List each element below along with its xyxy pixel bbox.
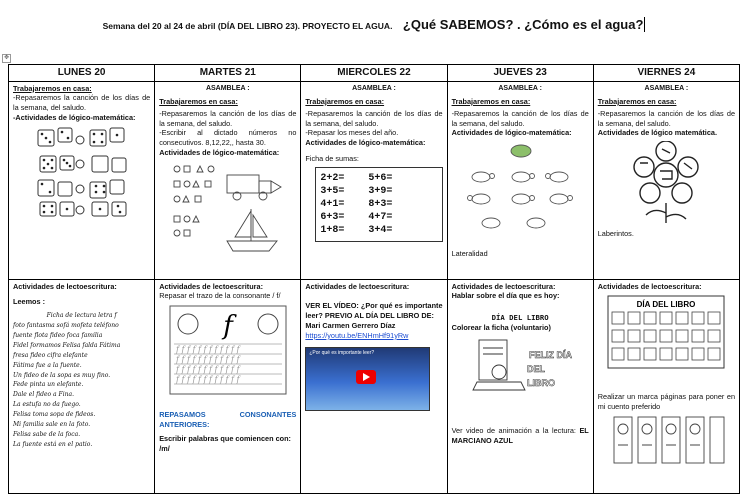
sums-worksheet [315, 167, 443, 242]
day-header-wednesday: MIERCOLES 22 [301, 65, 447, 82]
flower-maze-worksheet [624, 141, 708, 225]
home-label: Trabajaremos en casa: [13, 83, 92, 93]
svg-text:f f f f f f f f f f f f: f f f f f f f f f f f f [175, 345, 240, 355]
home-label: Trabajaremos en casa: [597, 96, 677, 106]
literacy-label: Actividades de lectoescritura: [305, 281, 410, 291]
tuesday-afternoon-cell [155, 279, 301, 493]
labyrinths-label: Laberintos. [597, 229, 634, 239]
bookmarks-drawing [606, 415, 726, 465]
reading-label: Leemos : [13, 297, 46, 307]
svg-text:f f f f f f f f f f f f: f f f f f f f f f f f f [175, 365, 240, 375]
svg-text:FELIZ DÍA: FELIZ DÍA [529, 349, 573, 360]
trace-text: Repasar el trazo de la consonante / f/ [159, 291, 281, 301]
months-text: -Repasar los meses del año. [305, 128, 399, 138]
song-text: -Repasaremos la canción de los días de la semana, del saludo. [597, 108, 735, 128]
day-header-tuesday: MARTES 21 [155, 65, 301, 82]
week-heading: Semana del 20 al 24 de abril (DÍA DEL LIBRO 23). PROYECTO EL AGUA. [102, 21, 393, 31]
weekly-plan-table [8, 64, 740, 494]
song-text: -Repasaremos la canción de los días de la semana, del saludo. [451, 108, 589, 128]
reading-line: Fátima fue a la fuente. [13, 361, 82, 369]
reading-worksheet [13, 311, 150, 449]
tuesday-morning-cell [155, 81, 301, 279]
laterality-label: Lateralidad [451, 249, 488, 259]
review-consonants-text: REPASAMOS CONSONANTES ANTERIORES: [159, 410, 297, 430]
monday-morning-cell [9, 81, 155, 279]
literacy-label: Actividades de lectoescritura: [159, 281, 264, 291]
song-text: -Repasaremos la canción de los días de la semana, del saludo. [305, 108, 443, 128]
day-header-monday: LUNES 20 [9, 65, 155, 82]
book-day-word-worksheet [606, 294, 726, 370]
martian-title: EL MARCIANO AZUL [451, 425, 589, 445]
reading-line: La fuente está en el patio. [13, 440, 93, 448]
video-link[interactable]: https://youtu.be/ENHmHf91yRw [305, 330, 409, 340]
friday-morning-cell [593, 81, 739, 279]
text-cursor [644, 17, 645, 32]
wednesday-afternoon-cell [301, 279, 447, 493]
question-heading: ¿Qué SABEMOS? . ¿Cómo es el agua? [402, 17, 644, 32]
sums-label: Ficha de sumas: [305, 154, 359, 164]
assembly-label: ASAMBLEA : [644, 84, 689, 92]
bookmark-text: Realizar un marca páginas para poner en mi cuento preferido [597, 392, 735, 412]
home-label: Trabajaremos en casa: [451, 96, 531, 106]
animation-label: Ver video de animación a la lectura: [451, 425, 576, 435]
monday-afternoon-cell [9, 279, 155, 493]
reading-line: fresa fideo cifra elefante [13, 351, 88, 359]
write-words-text: Escribir palabras que comiencen con: /m/ [159, 433, 291, 453]
friday-afternoon-cell [593, 279, 739, 493]
sum-row: 2+2= 5+6= [320, 173, 393, 184]
svg-text:f f f f f f f f f f f f: f f f f f f f f f f f f [175, 355, 240, 365]
math-label: Actividades de lógico-matemática: [305, 138, 426, 148]
home-label: Trabajaremos en casa: [159, 96, 238, 106]
animation-text [452, 426, 589, 446]
math-label: Actividades de lógico-matemática: [159, 148, 280, 158]
day-header-friday: VIERNES 24 [593, 65, 739, 82]
svg-text:DEL: DEL [527, 363, 546, 374]
book-day-coloring-sheet [465, 336, 575, 396]
book-day-label: DÍA DEL LIBRO [491, 313, 549, 323]
reading-line: Un fideo de la sopa es muy fino. [13, 371, 111, 379]
dice-counting-worksheet [32, 126, 132, 218]
reading-line: Felisa toma sopa de fideos. [13, 411, 96, 419]
svg-text:LIBRO: LIBRO [527, 377, 556, 388]
reading-line: fuente flota fideo foca familia [13, 331, 103, 339]
reading-line: Mi familia sale en la foto. [13, 420, 91, 428]
shapes-sequence-worksheet [169, 161, 287, 253]
assembly-label: ASAMBLEA : [498, 84, 542, 92]
reading-line: foto fantasma sofá mofeta teléfono [13, 322, 119, 330]
video-thumbnail-title: ¿Por qué es importante leer? [309, 349, 375, 356]
song-text: -Repasaremos la canción de los días de la semana, del saludo. [159, 108, 297, 128]
sum-row: 1+8= 3+4= [320, 225, 393, 236]
table-move-handle-icon[interactable]: ✥ [3, 55, 10, 61]
sum-row: 3+5= 3+9= [320, 186, 393, 197]
assembly-label: ASAMBLEA : [205, 84, 250, 92]
reading-line: Felisa sabe de la foca. [13, 430, 81, 438]
assembly-label: ASAMBLEA : [352, 84, 396, 92]
dictation-text: -Escribir al dictado números no consecutivos. 8,12,22,, hasta 30. [159, 128, 297, 148]
svg-text:f f f f f f f f f f f f: f f f f f f f f f f f f [175, 375, 240, 385]
reading-line: Fede pinta un elefante. [13, 381, 84, 389]
sum-row: 4+1= 8+3= [320, 199, 393, 210]
reading-worksheet-title: Ficha de lectura letra f [46, 312, 117, 320]
video-author: Mari Carmen Gerrero Díaz [305, 321, 396, 331]
literacy-label: Actividades de lectoescritura: [13, 281, 117, 291]
svg-text:DÍA DEL LIBRO: DÍA DEL LIBRO [637, 300, 696, 310]
video-thumbnail[interactable] [305, 347, 430, 411]
letter-f-tracing-worksheet [168, 304, 288, 396]
math-label: -Actividades de lógico-matemática: [13, 113, 136, 123]
reading-line: La estufa no da fuego. [13, 401, 81, 409]
literacy-label: Actividades de lectoescritura: [597, 281, 702, 291]
thursday-morning-cell [447, 81, 593, 279]
thursday-afternoon-cell [447, 279, 593, 493]
wednesday-morning-cell [301, 81, 447, 279]
reading-line: Dale el fideo a Fina. [13, 391, 74, 399]
song-text: -Repasaremos la canción de los días de la semana, del saludo. [13, 93, 151, 113]
home-label: Trabajaremos en casa: [305, 96, 385, 106]
page-title [0, 16, 748, 34]
talk-text: Hablar sobre el día que es hoy: [451, 291, 560, 301]
sum-row: 6+3= 4+7= [320, 212, 393, 223]
math-label: Actividades de lógico matemática. [597, 128, 717, 138]
video-instructions: VER EL VÍDEO: ¿Por qué es importante leer? PREVIO AL DÍA DEL LIBRO DE: [305, 301, 443, 321]
math-label: Actividades de lógico-matemática: [451, 128, 572, 138]
literacy-label: Actividades de lectoescritura: [451, 281, 556, 291]
svg-text:f: f [222, 311, 233, 342]
day-header-thursday: JUEVES 23 [447, 65, 593, 82]
play-icon[interactable] [356, 370, 376, 384]
color-text: Colorear la ficha (voluntario) [451, 323, 551, 333]
turtles-laterality-worksheet [461, 141, 579, 241]
reading-line: Fidel formamos Felisa falda Fátima [13, 341, 121, 349]
